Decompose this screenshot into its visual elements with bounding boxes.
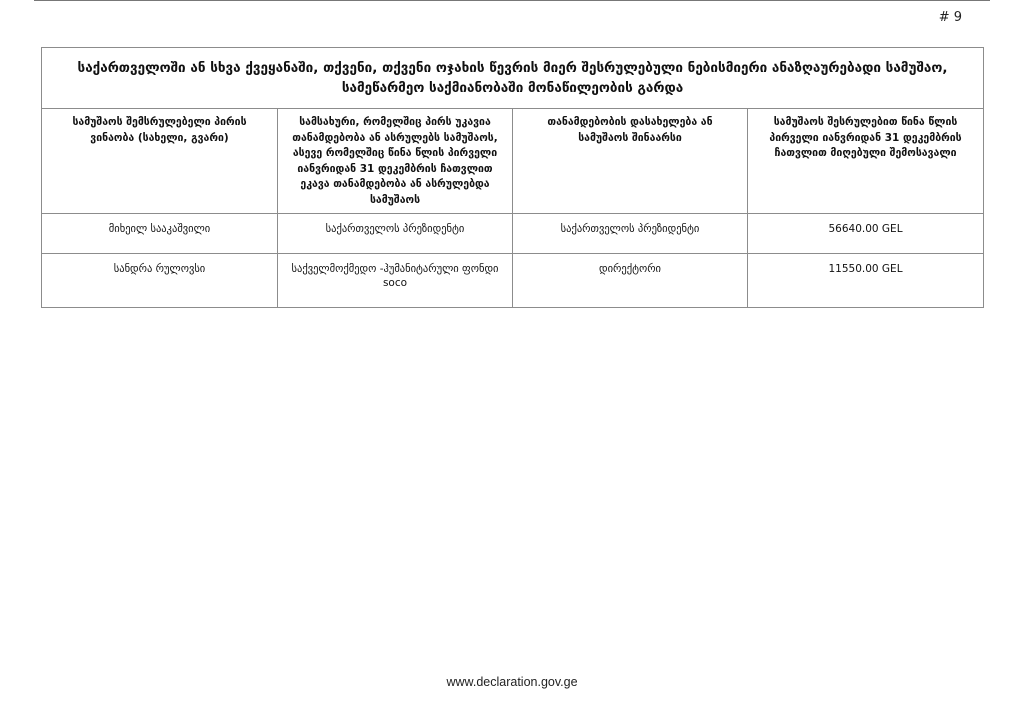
column-header-organization: სამსახური, რომელშიც პირს უკავია თანამდებობა ან ასრულებს სამუშაოს, ასევე რომელშიც წინა წლის პირველი იანვრიდან 31 დეკემბრის ჩათვლით ეკავა თანამდებობა ან ასრულებდა სამუშაოს bbox=[278, 109, 513, 214]
declaration-table bbox=[41, 47, 984, 308]
row-income-cell: 11550.00 GEL bbox=[748, 254, 984, 308]
table-title-row bbox=[42, 48, 984, 109]
row-name-cell: სანდრა რულოვსი bbox=[42, 254, 278, 308]
table-title: საქართველოში ან სხვა ქვეყანაში, თქვენი, თქვენი ოჯახის წევრის მიერ შესრულებული ნებისმიერი ანაზღაურებადი სამუშაო, სამეწარმეო საქმიანობაში მონაწილეობის გარდა bbox=[42, 48, 984, 109]
table-header-row bbox=[42, 109, 984, 214]
row-organization-cell: საქართველოს პრეზიდენტი bbox=[278, 214, 513, 254]
row-position-cell: დირექტორი bbox=[513, 254, 748, 308]
column-header-position: თანამდებობის დასახელება ან სამუშაოს შინაარსი bbox=[513, 109, 748, 214]
column-header-name: სამუშაოს შემსრულებელი პირის ვინაობა (სახელი, გვარი) bbox=[42, 109, 278, 214]
footer-url[interactable]: www.declaration.gov.ge bbox=[446, 675, 578, 689]
page-number: # 9 bbox=[938, 10, 962, 25]
row-position-cell: საქართველოს პრეზიდენტი bbox=[513, 214, 748, 254]
row-organization-cell: საქველმოქმედო -ჰუმანიტარული ფონდი soco bbox=[278, 254, 513, 308]
column-header-income: სამუშაოს შესრულებით წინა წლის პირველი იანვრიდან 31 დეკემბრის ჩათვლით მიღებული შემოსავალი bbox=[748, 109, 984, 214]
table-row bbox=[42, 214, 984, 254]
top-divider bbox=[34, 0, 990, 1]
table-row bbox=[42, 254, 984, 308]
row-income-cell: 56640.00 GEL bbox=[748, 214, 984, 254]
row-name-cell: მიხეილ სააკაშვილი bbox=[42, 214, 278, 254]
